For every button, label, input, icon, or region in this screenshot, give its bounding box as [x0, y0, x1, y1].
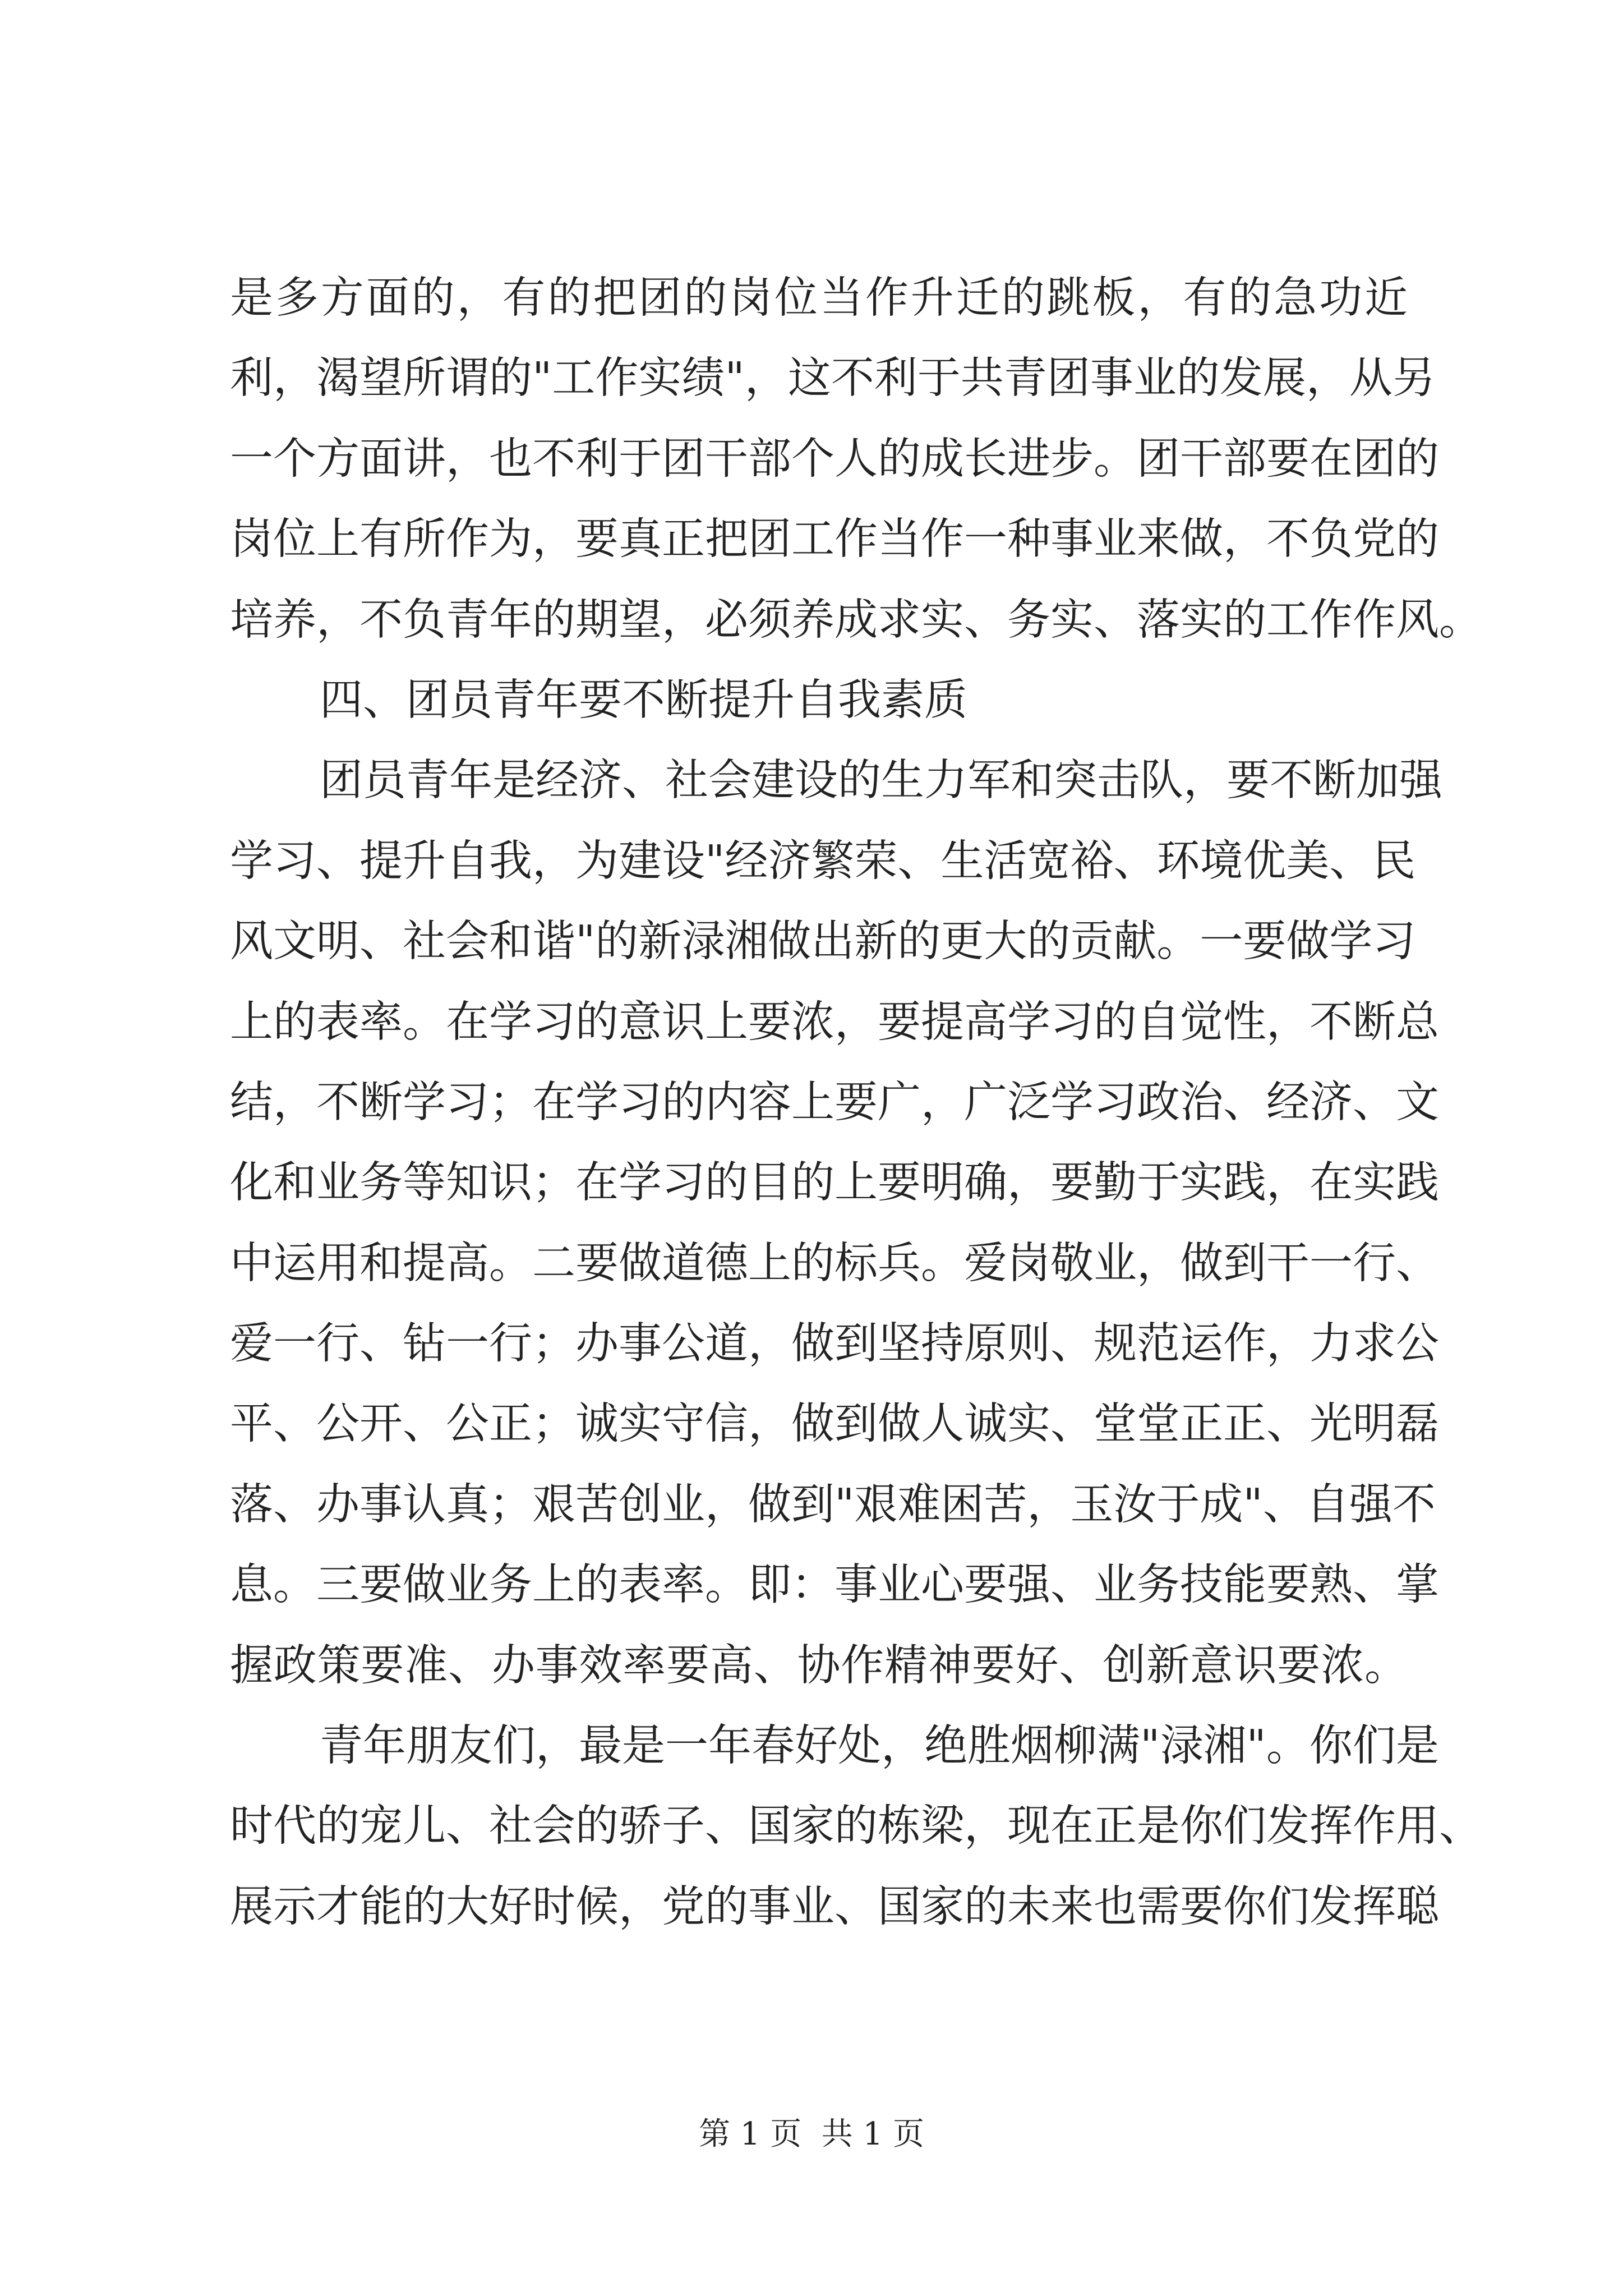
text-line: 学习、提升自我，为建设"经济繁荣、生活宽裕、环境优美、民	[230, 836, 1416, 886]
text-line: 青年朋友们，最是一年春好处，绝胜烟柳满"渌湘"。你们是	[320, 1721, 1439, 1772]
text-line: 风文明、社会和谐"的新渌湘做出新的更大的贡献。一要做学习	[230, 917, 1416, 967]
text-line: 握政策要准、办事效率要高、协作精神要好、创新意识要浓。	[230, 1640, 1408, 1691]
text-line: 培养，不负青年的期望，必须养成求实、务实、落实的工作作风。	[230, 595, 1482, 645]
text-line: 时代的宠儿、社会的骄子、国家的栋梁，现在正是你们发挥作用、	[230, 1801, 1482, 1852]
page-number-footer: 第 1 页 共 1 页	[698, 2116, 925, 2152]
text-line: 化和业务等知识；在学习的目的上要明确，要勤于实践，在实践	[230, 1158, 1439, 1208]
text-line: 利，渴望所谓的"工作实绩"，这不利于共青团事业的发展，从另	[230, 353, 1436, 404]
text-line: 息。三要做业务上的表率。即：事业心要强、业务技能要熟、掌	[230, 1560, 1439, 1611]
text-line: 落、办事认真；艰苦创业，做到"艰难困苦，玉汝于成"、自强不	[230, 1479, 1436, 1530]
text-line: 平、公开、公正；诚实守信，做到做人诚实、堂堂正正、光明磊	[230, 1399, 1439, 1450]
text-line: 结，不断学习；在学习的内容上要广，广泛学习政治、经济、文	[230, 1077, 1439, 1128]
section-heading: 四、团员青年要不断提升自我素质	[320, 675, 967, 725]
text-line: 展示才能的大好时候，党的事业、国家的未来也需要你们发挥聪	[230, 1881, 1439, 1932]
text-line: 中运用和提高。二要做道德上的标兵。爱岗敬业，做到干一行、	[230, 1238, 1439, 1289]
text-line: 岗位上有所作为，要真正把团工作当作一种事业来做，不负党的	[230, 514, 1439, 565]
document-body	[230, 258, 1482, 1947]
text-line: 团员青年是经济、社会建设的生力军和突击队，要不断加强	[320, 756, 1442, 806]
text-line: 一个方面讲，也不利于团干部个人的成长进步。团干部要在团的	[230, 434, 1439, 484]
text-line: 是多方面的，有的把团的岗位当作升迁的跳板，有的急功近	[230, 273, 1408, 323]
text-line: 爱一行、钻一行；办事公道，做到坚持原则、规范运作，力求公	[230, 1319, 1439, 1369]
text-line: 上的表率。在学习的意识上要浓，要提高学习的自觉性，不断总	[230, 997, 1439, 1047]
